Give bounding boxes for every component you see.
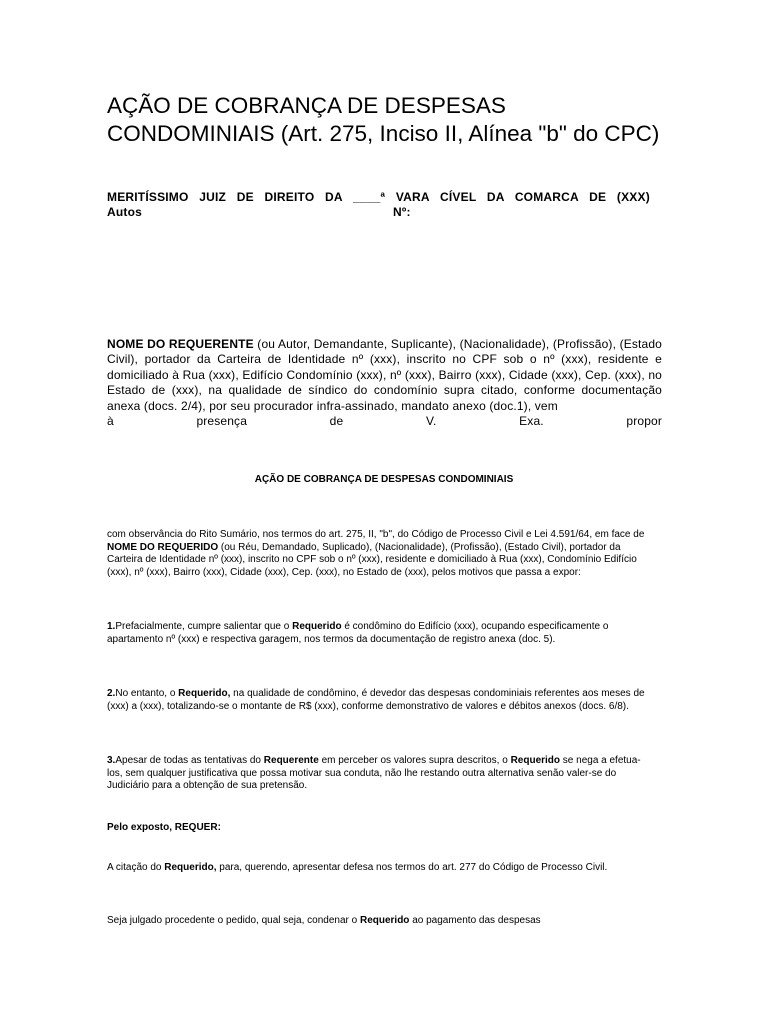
text-run: para, querendo, apresentar defesa nos termos do art. 277 do Código de Processo Civil. xyxy=(216,862,608,873)
text-run: é condômino do Edifício (xxx), ocupando especificamente o apartamento nº (xxx) e respectiva garagem, nos termos da documentação de registro anexa (doc. 5). xyxy=(107,621,609,645)
text-run: na qualidade de condômino, é devedor das despesas condominiais referentes aos meses de (xxx) a (xxx), totalizando-se o montante de R$ (xxx), conforme demonstrativo de valores e débitos anexos (docs. 6/8). xyxy=(107,688,645,712)
header-word: JUIZ xyxy=(199,190,227,204)
bold-term: Requerente xyxy=(263,755,319,766)
intro-text: (ou Autor, Demandante, Suplicante), (Nacionalidade), (Profissão), (Estado Civil), portador da Carteira de Identidade nº (xxx), inscrito no CPF sob o nº (xxx), residente e domiciliado à Rua (xxx), Edifício Condomínio (xxx), nº (xxx), Bairro (xxx), Cidade (xxx), Cep. (xxx), no Estado de (xxx), na qualidade de síndico do condomínio supra citado, conforme documentação anexa (docs. 2/4), por seu procurador infra-assinado, mandato anexo (doc.1), vem xyxy=(107,337,662,413)
case-number-label: Nº: xyxy=(393,205,411,219)
text-run: em perceber os valores supra descritos, o xyxy=(318,755,511,766)
autos-label: Autos xyxy=(107,205,142,219)
paragraph-number: 3. xyxy=(107,755,116,766)
intro-last-line: à presença de V. Exa. propor xyxy=(107,414,662,429)
defendant-name: NOME DO REQUERIDO xyxy=(107,541,219,553)
text-run: Apesar de todas as tentativas do xyxy=(115,755,264,766)
intro-paragraph xyxy=(107,337,662,429)
header-word: CÍVEL xyxy=(440,190,477,204)
header-word: DE xyxy=(589,190,607,204)
header-word: DA xyxy=(486,190,505,204)
bold-term: Requerido xyxy=(510,755,561,766)
bold-term: Requerido, xyxy=(164,862,217,873)
section-title: AÇÃO DE COBRANÇA DE DESPESAS CONDOMINIAIS xyxy=(254,474,514,485)
text-run: No entanto, o xyxy=(115,688,179,699)
plaintiff-name: NOME DO REQUERENTE xyxy=(107,337,254,351)
bold-term: Requerido, xyxy=(178,688,231,699)
header-word: COMARCA xyxy=(514,190,579,204)
paragraph-number: 1. xyxy=(107,621,116,632)
text-run: com observância do Rito Sumário, nos termos do art. 275, II, "b", do Código de Processo Civil e Lei 4.591/64, em face de xyxy=(107,529,645,540)
header-word: (XXX) xyxy=(616,190,650,204)
text-run: ao pagamento das despesas xyxy=(409,915,541,926)
paragraph-rito xyxy=(107,529,647,579)
header-word: MERITÍSSIMO xyxy=(107,190,189,204)
header-word: DIREITO xyxy=(264,190,315,204)
paragraph-3 xyxy=(107,755,647,793)
header-word: VARA xyxy=(395,190,430,204)
paragraph-1 xyxy=(107,621,647,646)
text-run: Seja julgado procedente o pedido, qual seja, condenar o xyxy=(107,915,360,926)
paragraph-citation xyxy=(107,862,647,875)
bold-term: Requerido xyxy=(359,915,410,926)
paragraph-number: 2. xyxy=(107,688,116,699)
request-heading: Pelo exposto, REQUER: xyxy=(107,822,221,833)
document-title: AÇÃO DE COBRANÇA DE DESPESAS CONDOMINIAIS (Art. 275, Inciso II, Alínea "b" do CPC) xyxy=(107,93,660,146)
header-word: ____ª xyxy=(353,190,386,204)
header-word: DA xyxy=(325,190,343,204)
text-run: Prefacialmente, cumpre salientar que o xyxy=(115,621,293,632)
paragraph-judgment xyxy=(107,915,647,928)
text-run: A citação do xyxy=(107,862,165,873)
bold-term: Requerido xyxy=(292,621,342,632)
text-run: (ou Réu, Demandado, Suplicado), (Nacionalidade), (Profissão), (Estado Civil), portador da Carteira de Identidade nº (xxx), inscrito no CPF sob o nº (xxx), residente e domiciliado à Rua (xxx), Condomínio Edifício (xxx), nº (xxx), Bairro (xxx), Cidade (xxx), Cep. (xxx), no Estado de (xxx), pelos motivos que passa a expor: xyxy=(107,541,637,578)
header-word: DE xyxy=(236,190,254,204)
court-address-line xyxy=(107,190,650,204)
paragraph-2 xyxy=(107,688,647,713)
text-run: se nega a efetua-los, sem qualquer justificativa que possa motivar sua conduta, não lhe restando outra alternativa senão valer-se do Judiciário para a obtenção de sua pretensão. xyxy=(107,755,641,792)
